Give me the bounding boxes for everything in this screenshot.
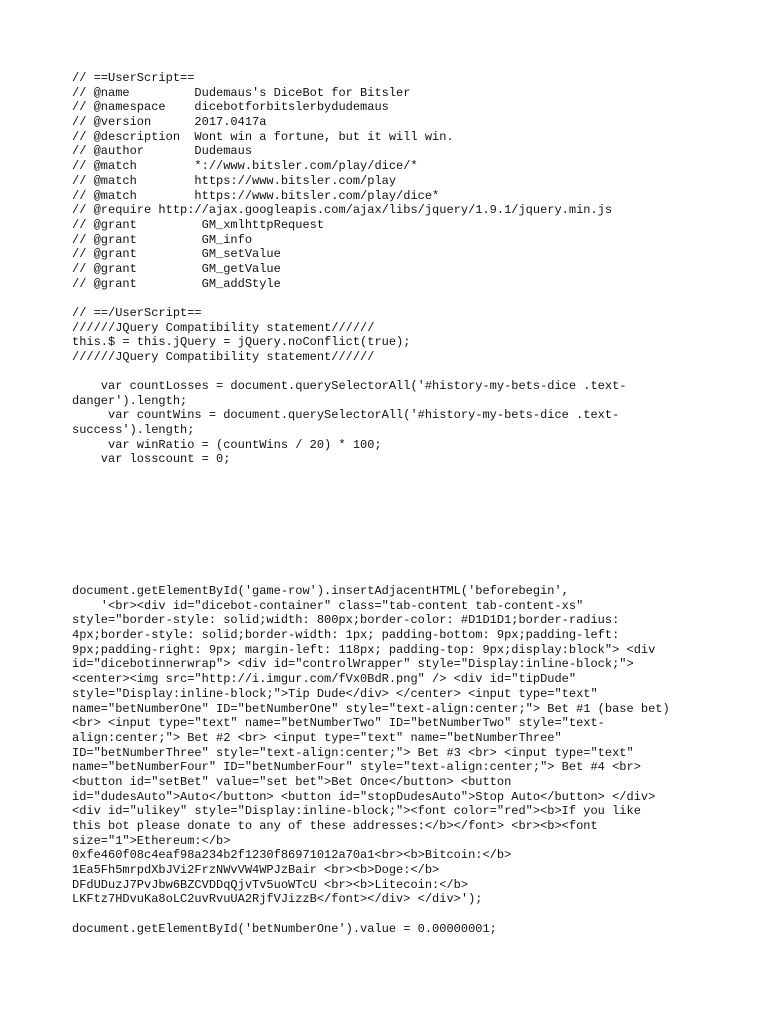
code-line: // @require http://ajax.googleapis.com/ajax/libs/jquery/1.9.1/jquery.min.js: [72, 203, 613, 218]
code-line: // @grant GM_addStyle: [72, 276, 281, 291]
code-line: this.$ = this.jQuery = jQuery.noConflict(true);: [72, 335, 411, 350]
code-line: // @grant GM_xmlhttpRequest: [72, 217, 325, 232]
code-line: ID="betNumberThree" style="text-align:center;"> Bet #3 <br> <input type="text": [72, 745, 634, 760]
variable-declarations-block: [72, 379, 712, 467]
code-line: <button id="setBet" value="set bet">Bet Once</button> <button: [72, 774, 512, 789]
code-line: <center><img src="http://i.imgur.com/fVx0BdR.png" /> <div id="tipDude": [72, 672, 577, 687]
code-line: success').length;: [72, 423, 195, 438]
code-line: [72, 291, 712, 306]
code-line: id="dicebotinnerwrap"> <div id="controlWrapper" style="Display:inline-block;">: [72, 657, 634, 672]
code-line: 4px;border-style: solid;border-width: 1px; padding-bottom: 9px;padding-left:: [72, 628, 620, 643]
code-line: //////JQuery Compatibility statement//////: [72, 320, 375, 335]
code-line: danger').length;: [72, 393, 188, 408]
code-line: '<br><div id="dicebot-container" class="tab-content tab-content-xs": [72, 598, 584, 613]
code-line: style="Display:inline-block;">Tip Dude</div> </center> <input type="text": [72, 686, 598, 701]
code-line: // @namespace dicebotforbitslerbydudemaus: [72, 100, 389, 115]
code-line: id="dudesAuto">Auto</button> <button id="stopDudesAuto">Stop Auto</button> </div>: [72, 789, 656, 804]
code-line: size="1">Ethereum:</b>: [72, 833, 231, 848]
code-line: <div id="ulikey" style="Display:inline-block;"><font color="red"><b>If you like: [72, 804, 641, 819]
code-line: var countWins = document.querySelectorAll('#history-my-bets-dice .text-: [72, 408, 620, 423]
code-line: // @version 2017.0417a: [72, 115, 267, 130]
code-line: LKFtz7HDvuKa8oLC2uvRvuUA2RjfVJizzB</font></div> </div>');: [72, 892, 483, 907]
code-line: align:center;"> Bet #2 <br> <input type="text" name="betNumberThree": [72, 730, 562, 745]
code-line: //////JQuery Compatibility statement//////: [72, 350, 375, 365]
set-value-block: [72, 922, 712, 937]
code-line: // @match https://www.bitsler.com/play: [72, 173, 397, 188]
code-line: // ==/UserScript==: [72, 306, 202, 320]
code-line: var countLosses = document.querySelectorAll('#history-my-bets-dice .text-: [72, 379, 627, 393]
code-line: // @grant GM_getValue: [72, 261, 281, 276]
code-line: // @match https://www.bitsler.com/play/dice*: [72, 188, 440, 203]
code-line: DFdUDuzJ7PvJbw6BZCVDDqQjvTv5uoWTcU <br><b>Litecoin:</b>: [72, 877, 469, 892]
code-line: // @grant GM_setValue: [72, 247, 281, 262]
code-line: 0xfe460f08c4eaf98a234b2f1230f86971012a70a1<br><b>Bitcoin:</b>: [72, 848, 512, 863]
insert-html-block: [72, 584, 712, 907]
code-line: // @name Dudemaus's DiceBot for Bitsler: [72, 85, 411, 100]
code-line: 9px;padding-right: 9px; margin-left: 118px; padding-top: 9px;display:block"> <div: [72, 642, 656, 657]
code-line: // @match *://www.bitsler.com/play/dice/*: [72, 159, 418, 174]
code-line: var winRatio = (countWins / 20) * 100;: [72, 437, 382, 452]
code-line: document.getElementById('game-row').insertAdjacentHTML('beforebegin',: [72, 584, 569, 598]
code-line: name="betNumberFour" ID="betNumberFour" style="text-align:center;"> Bet #4 <br>: [72, 760, 641, 775]
code-line: <br> <input type="text" name="betNumberTwo" ID="betNumberTwo" style="text-: [72, 716, 605, 731]
userscript-header-block: [72, 71, 712, 365]
code-line: // @grant GM_info: [72, 232, 253, 247]
code-line: // @description Wont win a fortune, but it will win.: [72, 129, 454, 144]
code-line: 1Ea5Fh5mrpdXbJVi2FrzNWvVW4WPJzBair <br><b>Doge:</b>: [72, 863, 440, 878]
code-line: // @author Dudemaus: [72, 144, 253, 159]
code-line: this bot please donate to any of these addresses:</b></font> <br><b><font: [72, 819, 598, 833]
code-line: var losscount = 0;: [72, 452, 231, 467]
code-line: style="border-style: solid;width: 800px;border-color: #D1D1D1;border-radius:: [72, 613, 620, 628]
code-line: document.getElementById('betNumberOne').value = 0.00000001;: [72, 922, 497, 936]
code-line: // ==UserScript==: [72, 71, 195, 85]
code-line: name="betNumberOne" ID="betNumberOne" style="text-align:center;"> Bet #1 (base bet): [72, 701, 670, 716]
